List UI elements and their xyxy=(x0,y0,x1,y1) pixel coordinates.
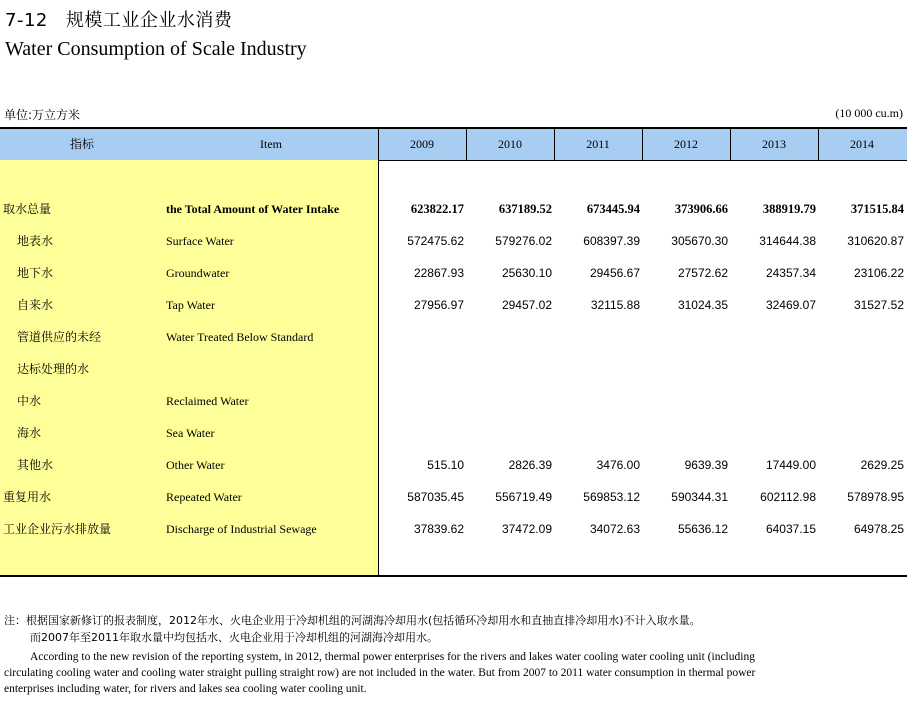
value-cell: 25630.10 xyxy=(501,266,552,280)
footnote-en-1: According to the new revision of the reporting system, in 2012, thermal power enterprises for the rivers and lakes water cooling water cooling unit (including xyxy=(30,651,755,663)
header-year: 2010 xyxy=(498,137,522,151)
table-row xyxy=(0,518,907,540)
value-cell: 17449.00 xyxy=(765,458,816,472)
page-title-en: Water Consumption of Scale Industry xyxy=(5,38,307,60)
value-cell: 569853.12 xyxy=(583,490,640,504)
table-row xyxy=(0,422,907,444)
footnote-en-3: enterprises including water, for rivers and lakes sea cooling water cooling unit. xyxy=(4,683,367,695)
row-label-en: Water Treated Below Standard xyxy=(166,330,314,344)
row-label-en: Discharge of Industrial Sewage xyxy=(166,522,317,536)
value-cell: 22867.93 xyxy=(413,266,464,280)
value-cell: 32115.88 xyxy=(590,298,640,312)
value-cell: 572475.62 xyxy=(407,234,464,248)
footnote-cn-1: 注：根据国家新修订的报表制度，2012年水、火电企业用于冷却机组的河湖海冷却用水(包括循环冷却用水和直抽直排冷却用水)不计入取水量。 xyxy=(4,614,701,627)
value-cell: 32469.07 xyxy=(765,298,816,312)
value-cell: 24357.34 xyxy=(765,266,816,280)
table-row xyxy=(0,294,907,316)
row-label-cn: 海水 xyxy=(17,426,42,440)
row-label-en: Other Water xyxy=(166,458,225,472)
value-cell: 556719.49 xyxy=(495,490,552,504)
value-cell: 29457.02 xyxy=(501,298,552,312)
header-year: 2013 xyxy=(762,137,786,151)
value-cell: 371515.84 xyxy=(850,202,904,216)
value-cell: 388919.79 xyxy=(762,202,816,216)
value-cell: 37472.09 xyxy=(501,522,552,536)
value-cell: 64978.25 xyxy=(853,522,904,536)
value-cell: 29456.67 xyxy=(589,266,640,280)
row-label-cn: 达标处理的水 xyxy=(17,362,90,376)
footnote-en-2: circulating cooling water and cooling water straight pulling straight row) are not included in the water. But from 2007 to 2011 water consumption in thermal power xyxy=(4,667,756,679)
header-indicator: 指标 xyxy=(69,137,94,151)
row-label-cn: 地表水 xyxy=(17,234,54,248)
table-row xyxy=(0,486,907,508)
title-text-cn: 规模工业企业水消费 xyxy=(65,10,233,31)
row-label-cn: 中水 xyxy=(17,394,42,408)
table-row xyxy=(0,390,907,412)
table-row xyxy=(0,326,907,348)
unit-label-cn: 单位:万立方米 xyxy=(4,108,81,122)
row-label-cn: 自来水 xyxy=(17,298,54,312)
value-cell: 602112.98 xyxy=(760,490,816,504)
row-label-en: Surface Water xyxy=(166,234,234,248)
value-cell: 23106.22 xyxy=(853,266,904,280)
table-row xyxy=(0,262,907,284)
table-number: 7-12 xyxy=(5,10,48,31)
row-label-cn: 工业企业污水排放量 xyxy=(3,522,112,536)
row-label-en: Reclaimed Water xyxy=(166,394,249,408)
table-bottom-rule xyxy=(0,575,907,577)
row-label-en: Tap Water xyxy=(166,298,215,312)
row-label-cn: 取水总量 xyxy=(3,202,52,216)
value-cell: 27956.97 xyxy=(413,298,464,312)
value-cell: 579276.02 xyxy=(495,234,552,248)
value-cell: 608397.39 xyxy=(583,234,640,248)
unit-label-en: (10 000 cu.m) xyxy=(835,106,903,120)
header-year: 2011 xyxy=(586,137,610,151)
footnote-cn-2: 而2007年至2011年取水量中均包括水、火电企业用于冷却机组的河湖海冷却用水。 xyxy=(30,631,438,644)
value-cell: 305670.30 xyxy=(671,234,728,248)
header-year: 2009 xyxy=(410,137,434,151)
row-label-cn: 管道供应的未经 xyxy=(17,330,102,344)
row-label-cn: 其他水 xyxy=(17,458,54,472)
value-cell: 578978.95 xyxy=(847,490,904,504)
header-year: 2012 xyxy=(674,137,698,151)
value-cell: 9639.39 xyxy=(684,458,728,472)
table-row xyxy=(0,358,907,380)
header-item: Item xyxy=(260,137,282,151)
value-cell: 27572.62 xyxy=(677,266,728,280)
value-cell: 2629.25 xyxy=(860,458,904,472)
row-label-cn: 重复用水 xyxy=(3,490,52,504)
value-cell: 2826.39 xyxy=(508,458,552,472)
table-row xyxy=(0,454,907,476)
value-cell: 3476.00 xyxy=(596,458,640,472)
value-cell: 31527.52 xyxy=(853,298,904,312)
value-cell: 590344.31 xyxy=(671,490,728,504)
value-cell: 31024.35 xyxy=(677,298,728,312)
value-cell: 34072.63 xyxy=(589,522,640,536)
value-cell: 37839.62 xyxy=(413,522,464,536)
value-cell: 314644.38 xyxy=(759,234,816,248)
row-label-cn: 地下水 xyxy=(17,266,54,280)
row-label-en: Groundwater xyxy=(166,266,230,280)
value-cell: 373906.66 xyxy=(674,202,728,216)
value-cell: 310620.87 xyxy=(847,234,904,248)
row-label-en: the Total Amount of Water Intake xyxy=(166,202,340,216)
header-year: 2014 xyxy=(850,137,874,151)
column-divider xyxy=(378,129,379,576)
row-label-en: Repeated Water xyxy=(166,490,242,504)
table-row xyxy=(0,198,907,220)
page-title-cn xyxy=(5,6,232,32)
value-cell: 623822.17 xyxy=(410,202,464,216)
value-cell: 64037.15 xyxy=(765,522,816,536)
row-label-en: Sea Water xyxy=(166,426,215,440)
table-row xyxy=(0,230,907,252)
value-cell: 55636.12 xyxy=(677,522,728,536)
value-cell: 587035.45 xyxy=(407,490,464,504)
value-cell: 637189.52 xyxy=(498,202,552,216)
value-cell: 515.10 xyxy=(427,458,464,472)
value-cell: 673445.94 xyxy=(586,202,640,216)
